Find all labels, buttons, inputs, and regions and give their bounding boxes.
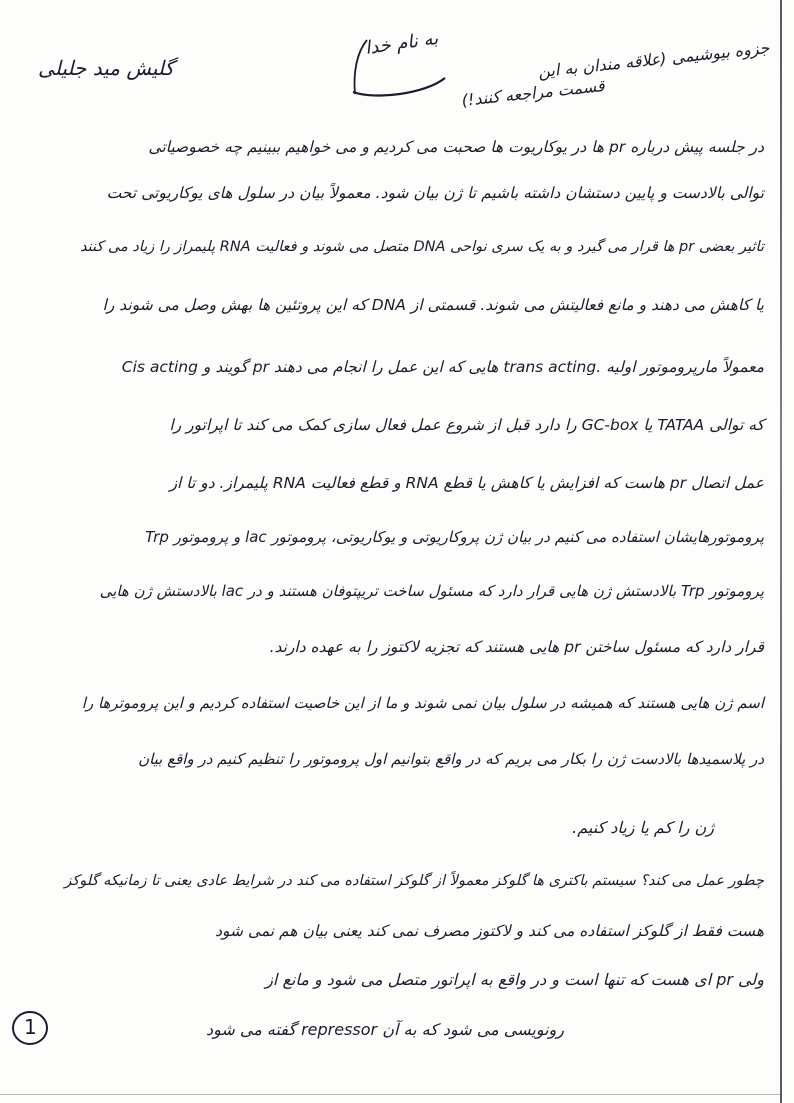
body-line-6: که توالی TATAA یا GC-box را دارد قبل از شروع عمل فعال سازی کمک می کند تا اپراتور را xyxy=(169,416,764,434)
body-line-2: توالی بالادست و پایین دستشان داشته باشیم تا ژن بیان شود. معمولاً بیان در سلول های یوکاریوتی تحت xyxy=(106,184,764,202)
body-line-9: پروموتور Trp بالادستش ژن هایی قرار دارد که مسئول ساخت تریپتوفان هستند و در lac بالادستش ژن هایی xyxy=(99,582,764,600)
page-edge-right xyxy=(780,0,782,1103)
page-edge-bottom xyxy=(0,1094,780,1095)
body-line-17: رونویسی می شود که به آن repressor گفته می شود xyxy=(206,1020,564,1039)
body-line-5: Cis acting گویند و pr هایی که این عمل را انجام می دهند trans acting. معمولاً مارپروموتور اولیه xyxy=(121,358,764,376)
body-line-13: ژن را کم یا زیاد کنیم. xyxy=(572,818,714,837)
header-note-line2: قسمت مراجعه کنند!) xyxy=(460,76,605,110)
body-line-10: قرار دارد که مسئول ساختن pr هایی هستند که تجزیه لاکتوز را به عهده دارند. xyxy=(269,638,764,656)
body-line-11: اسم ژن هایی هستند که همیشه در سلول بیان نمی شوند و ما از این خاصیت استفاده کردیم و این پروموترها را xyxy=(81,694,764,712)
author-name: گلیش مید جلیلی xyxy=(38,56,174,80)
body-line-15: هست فقط از گلوکز استفاده می کند و لاکتوز مصرف نمی کند یعنی بیان هم نمی شود xyxy=(215,922,764,940)
body-line-12: در پلاسمیدها بالادست ژن را بکار می بریم که در واقع بتوانیم اول پروموتور را تنظیم کنیم در واقع بیان xyxy=(138,750,764,768)
header-note-line1: جزوه بیوشیمی (علاقه مندان به این xyxy=(536,38,770,82)
body-line-16: ولی pr ای هست که تنها است و در واقع به اپراتور متصل می شود و مانع از xyxy=(265,970,764,989)
page-number: 1 xyxy=(24,1015,37,1039)
body-line-4: یا کاهش می دهند و مانع فعالیتش می شوند. قسمتی از DNA که این پروتئین ها بهش وصل می شوند را xyxy=(102,296,764,314)
body-line-14: چطور عمل می کند؟ سیستم باکتری ها گلوکز معمولاً از گلوکز استفاده می کند در شرایط عادی یعنی تا زمانیکه گلوکز xyxy=(64,873,764,889)
body-line-1: در جلسه پیش درباره pr ها در یوکاریوت ها صحبت می کردیم و می خواهیم ببینیم چه خصوصیاتی xyxy=(148,138,764,156)
body-line-3: تاثیر بعضی pr ها قرار می گیرد و به یک سری نواحی DNA متصل می شوند و فعالیت RNA پلیمراز را زیاد می کنند xyxy=(80,239,764,255)
body-line-7: عمل اتصال pr هاست که افزایش یا کاهش یا قطع RNA و قطع فعالیت RNA پلیمراز. دو تا از xyxy=(169,474,764,492)
page-title: به نام خدا xyxy=(363,28,440,60)
body-line-8: پروموتورهایشان استفاده می کنیم در بیان ژن پروکاریوتی و یوکاریوتی، پروموتور lac و پروموتور Trp xyxy=(145,528,764,546)
